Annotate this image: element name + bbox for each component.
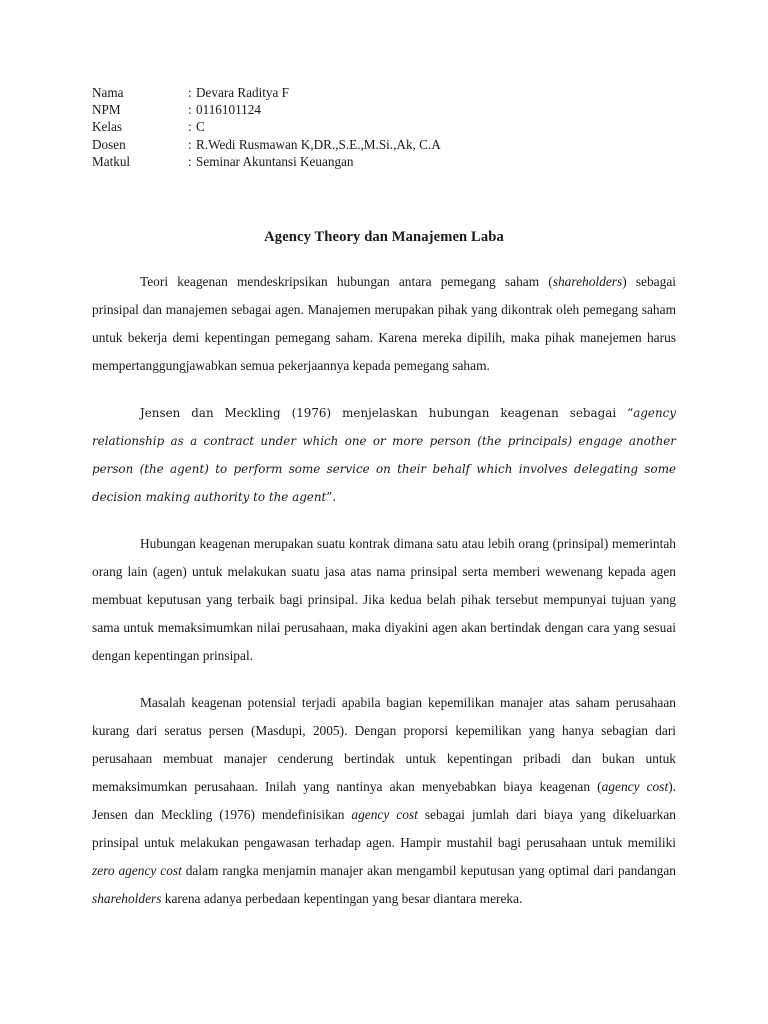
info-separator: : <box>188 153 192 169</box>
paragraph-2-text-b: ”. <box>326 490 337 505</box>
paragraph-2-quotation: agency relationship as a contract under which one or more person (the principals) engage another person (the agent) to perform some service on their behalf which involves delegating some decision making authority to the agent <box>92 406 676 505</box>
paragraph-4-text-a: Masalah keagenan potensial terjadi apabila bagian kepemilikan manajer atas saham perusahaan kurang dari seratus persen (Masdupi, 2005). Dengan proporsi kepemilikan yang hanya sebagian dari perusahaan membuat manajer cenderung bertindak untuk kepentingan pribadi dan bukan untuk memaksimumkan perusahaan. Inilah yang nantinya akan menyebabkan biaya keagenan ( <box>92 695 676 795</box>
paragraph-3: Hubungan keagenan merupakan suatu kontrak dimana satu atau lebih orang (prinsipal) memerintah orang lain (agen) untuk melakukan suatu jasa atas nama prinsipal serta memberi wewenang kepada agen membuat keputusan yang terbaik bagi prinsipal. Jika kedua belah pihak tersebut mempunyai tujuan yang sama untuk memaksimumkan nilai perusahaan, maka diyakini agen akan bertindak dengan cara yang sesuai dengan kepentingan prinsipal. <box>92 536 676 664</box>
paragraph-4-italic-shareholders: shareholders <box>92 891 162 907</box>
paragraph-2-text-a: Jensen dan Meckling (1976) menjelaskan hubungan keagenan sebagai “ <box>140 406 634 421</box>
paragraph-4-text-b: ). Jensen dan Meckling (1976) mendefinisikan <box>92 779 676 823</box>
info-row-dosen <box>92 136 676 153</box>
info-row-npm <box>92 101 676 118</box>
document-content <box>92 84 676 913</box>
info-label-matkul: Matkul <box>92 153 131 169</box>
info-value-dosen: R.Wedi Rusmawan K,DR.,S.E.,M.Si.,Ak, C.A <box>196 136 441 152</box>
info-label-nama: Nama <box>92 85 124 100</box>
paragraph-4-italic-agency-cost-2: agency cost <box>351 807 418 823</box>
paragraph-4-text-e: karena adanya perbedaan kepentingan yang besar diantara mereka. <box>161 891 523 907</box>
info-value-kelas: C <box>196 119 205 135</box>
info-separator: : <box>188 102 192 118</box>
info-label-npm: NPM <box>92 102 121 118</box>
info-row-nama <box>92 84 676 101</box>
paragraph-2-quote <box>92 399 676 511</box>
paragraph-1 <box>92 268 676 380</box>
paragraph-4-italic-agency-cost-1: agency cost <box>601 779 669 795</box>
paragraph-4-text-c: sebagai jumlah dari biaya yang dikeluarkan prinsipal untuk melakukan pengawasan terhadap agen. Hampir mustahil bagi perusahaan untuk memiliki <box>92 807 676 851</box>
info-value-nama: Devara Raditya F <box>196 85 290 100</box>
paragraph-4-text-d: dalam rangka menjamin manajer akan mengambil keputusan yang optimal dari pandangan <box>181 863 676 879</box>
info-separator: : <box>188 119 192 135</box>
paragraph-1-text-a: Teori keagenan mendeskripsikan hubungan antara pemegang saham ( <box>140 274 553 290</box>
student-info-block <box>92 84 676 170</box>
paragraph-4 <box>92 689 676 913</box>
info-value-npm: 0116101124 <box>196 102 261 118</box>
info-label-dosen: Dosen <box>92 136 126 152</box>
info-label-kelas: Kelas <box>92 119 123 135</box>
paragraph-1-text-b: ) sebagai prinsipal dan manajemen sebagai agen. Manajemen merupakan pihak yang dikontrak oleh pemegang saham untuk bekerja demi kepentingan pemegang saham. Karena mereka dipilih, maka pihak manejemen harus mempertanggungjawabkan semua pekerjaannya kepada pemegang saham. <box>92 274 676 374</box>
paragraph-4-italic-zero-agency-cost: zero agency cost <box>92 863 182 879</box>
info-value-matkul: Seminar Akuntansi Keuangan <box>196 153 354 169</box>
page-title: Agency Theory dan Manajemen Laba <box>264 229 504 246</box>
info-separator: : <box>188 136 192 152</box>
info-row-kelas <box>92 118 676 135</box>
paragraph-1-italic-shareholders: shareholders <box>552 274 623 290</box>
info-separator: : <box>188 85 192 100</box>
info-row-matkul <box>92 153 676 170</box>
title-container <box>92 227 676 247</box>
